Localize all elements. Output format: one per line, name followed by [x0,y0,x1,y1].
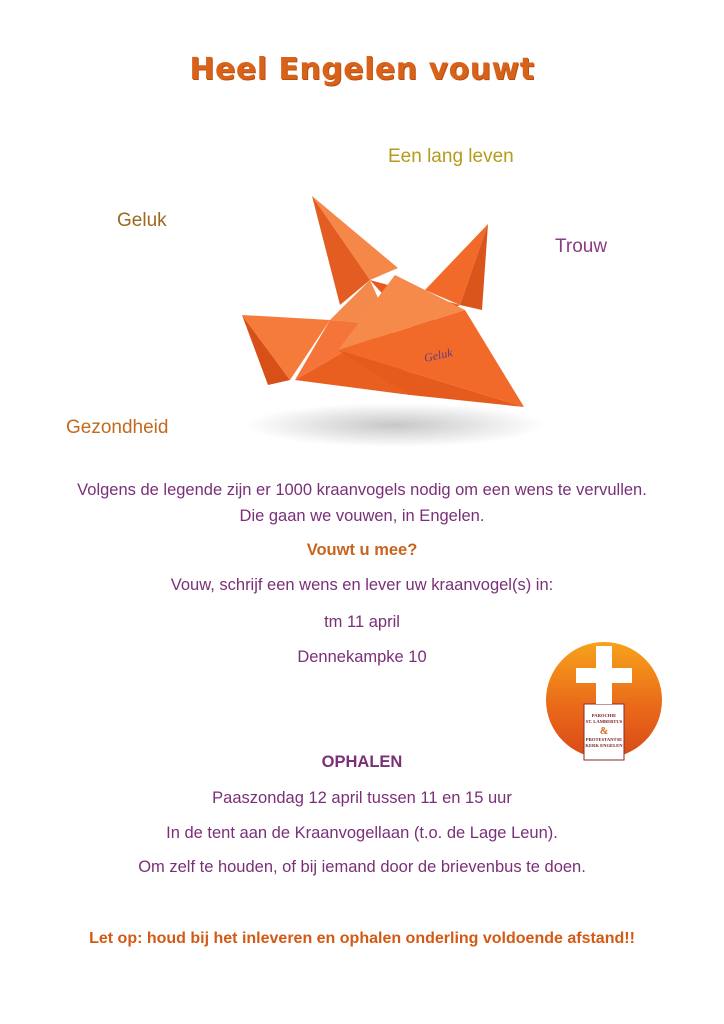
wish-long-life: Een lang leven [388,146,514,167]
logo-line2: ST. LAMBERTUS [585,719,623,724]
wish-health: Gezondheid [66,417,169,438]
pickup-date: Paaszondag 12 april tussen 11 en 15 uur [212,789,512,807]
wish-luck: Geluk [117,210,167,231]
address-text: Dennekampke 10 [297,648,427,666]
distance-warning: Let op: houd bij het inleveren en ophalen onderling voldoende afstand!! [89,930,635,947]
origami-crane-image [220,180,560,460]
legend-text-line2: Die gaan we vouwen, in Engelen. [239,507,485,525]
parish-logo [540,638,668,766]
question-text: Vouwt u mee? [306,541,418,559]
crane-label: Geluk [422,345,454,365]
logo-line4: KERK ENGELEN [585,743,623,748]
pickup-heading: OPHALEN [321,753,403,771]
wish-loyalty: Trouw [555,236,608,257]
instruction-text: Vouw, schrijf een wens en lever uw kraanvogel(s) in: [170,576,554,594]
logo-line3: PROTESTANTSE [585,737,623,742]
logo-line1: PAROCHIE [591,713,617,718]
logo-ampersand: & [599,726,609,737]
page-title: Heel Engelen vouwt [189,52,535,87]
pickup-purpose: Om zelf te houden, of bij iemand door de brievenbus te doen. [138,858,586,876]
legend-text-line1: Volgens de legende zijn er 1000 kraanvogels nodig om een wens te vervullen. [77,481,647,499]
deadline-text: tm 11 april [324,613,400,631]
pickup-place: In de tent aan de Kraanvogellaan (t.o. de Lage Leun). [166,824,558,842]
